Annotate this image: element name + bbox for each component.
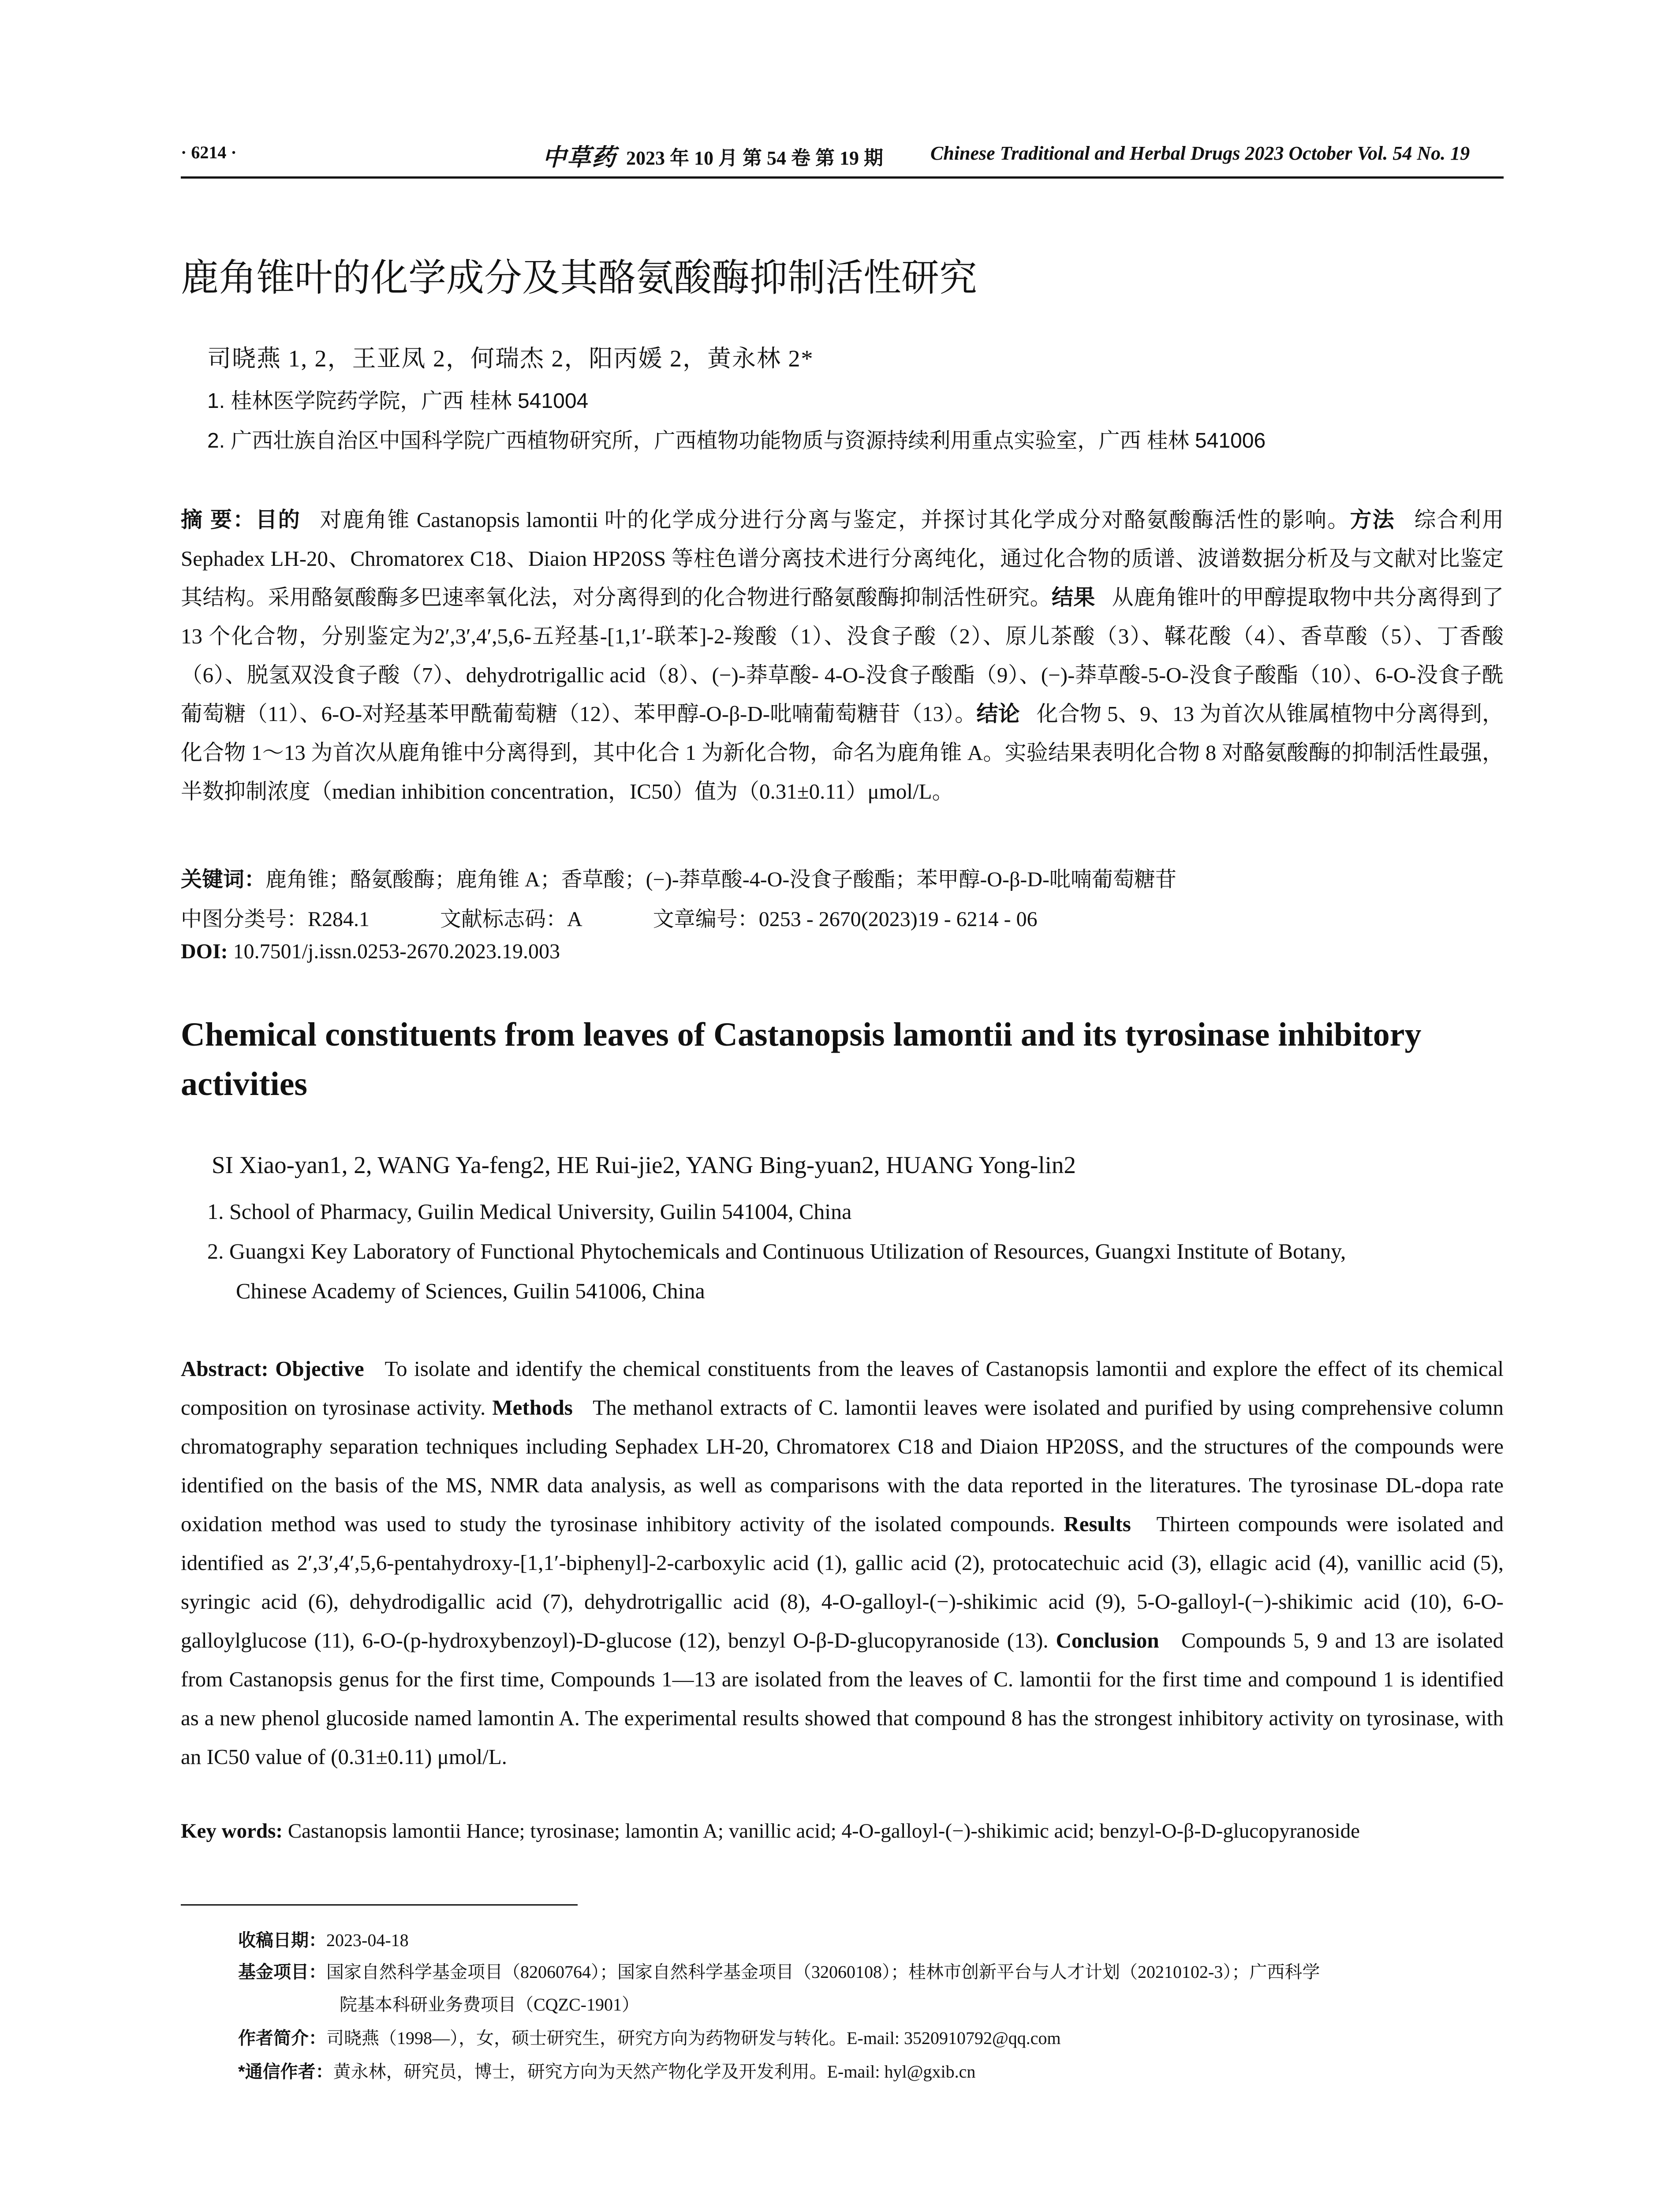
title-cn: 鹿角锥叶的化学成分及其酪氨酸酶抑制活性研究 [181,257,977,299]
clc-label: 中图分类号： [181,908,308,931]
methods-cn: 综合利用 Sephadex LH-20、Chromatorex C18、Diaion HP20SS 等柱色谱分离技术进行分离纯化，通过化合物的质谱、波谱数据分析及与文献对比鉴定其结构。采用酪氨酸酶多巴速率氧化法，对分离得到的化合物进行酪氨酸酶抑制活性研究。 [181,508,1504,609]
corresponding-author [238,2059,975,2085]
doi-line [181,939,560,964]
affiliation-en-2: 2. Guangxi Key Laboratory of Functional Phytochemicals and Continuous Utilization of Resources, Guangxi Institute of Botany, [207,1239,1346,1263]
received-date [238,1927,409,1954]
article-no-label: 文章编号： [653,908,759,931]
running-header [181,142,1504,177]
issue-info-en: Chinese Traditional and Herbal Drugs 2023 October Vol. 54 No. 19 [930,142,1470,164]
doccode-label: 文献标志码： [440,908,567,931]
affiliation-en-2b: Chinese Academy of Sciences, Guilin 541006, China [236,1278,705,1303]
abstract-en [181,1349,1504,1776]
author-bio [238,2025,1061,2052]
methods-en-label: Methods [492,1395,573,1420]
keywords-en: Castanopsis lamontii Hance; tyrosinase; lamontin A; vanillic acid; 4-O-galloyl-(−)-shikimic acid; benzyl-O-β-D-glucopyranoside [287,1820,1360,1842]
conclusion-cn: 化合物 5、9、13 为首次从锥属植物中分离得到，化合物 1～13 为首次从鹿角锥中分离得到，其中化合 1 为新化合物，命名为鹿角锥 A。实验结果表明化合物 8 对酪氨酸酶的抑制活性最强，半数抑制浓度（median inhibition concentration，IC50）值为（0.31±0.11）μmol/L。 [181,702,1504,804]
objective-cn-label: 目的 [255,508,301,532]
fund-text-2: 院基本科研业务费项目（CQZC-1901） [340,1995,639,2014]
affiliation-cn-2: 2. 广西壮族自治区中国科学院广西植物研究所，广西植物功能物质与资源持续利用重点实验室，广西 桂林 541006 [207,429,1266,452]
conclusion-en: Compounds 5, 9 and 13 are isolated from Castanopsis genus for the first time, Compounds 1—13 are isolated from the leaves of C. lamontii for the first time and compound 1 is identified as a new phenol glucoside named lamontin A. The experimental results showed that compound 8 has the strongest inhibitory activity on tyrosinase, with an IC50 value of (0.31±0.11) μmol/L. [181,1628,1504,1769]
doi-label: DOI: [181,940,228,963]
classification-line [181,902,1038,932]
conclusion-cn-label: 结论 [976,702,1020,726]
author-bio-text: 司晓燕（1998—），女，硕士研究生，研究方向为药物研发与转化。E-mail: 3520910792@qq.com [326,2028,1061,2048]
conclusion-en-label: Conclusion [1056,1628,1159,1652]
authors-en: SI Xiao-yan1, 2, WANG Ya-feng2, HE Rui-jie2, YANG Bing-yuan2, HUANG Yong-lin2 [212,1151,1076,1178]
objective-en-label: Objective [275,1357,364,1381]
keywords-cn-label: 关键词： [181,868,266,891]
affiliation-en-1: 1. School of Pharmacy, Guilin Medical University, Guilin 541004, China [207,1199,852,1224]
abstract-en-label: Abstract: [181,1357,269,1381]
keywords-en-label: Key words: [181,1820,283,1842]
corresponding-label: *通信作者： [238,2062,333,2082]
received-value: 2023-04-18 [326,1930,409,1950]
methods-cn-label: 方法 [1350,508,1395,532]
keywords-cn: 鹿角锥；酪氨酸酶；鹿角锥 A；香草酸；(−)-莽草酸-4-O-没食子酸酯；苯甲醇-O-β-D-吡喃葡萄糖苷 [265,868,1177,891]
header-divider [181,176,1504,179]
journal-logo: 中草药 [542,144,616,171]
keywords-en-line [181,1819,1360,1843]
author-bio-label: 作者简介： [238,2029,326,2048]
fund-label: 基金项目： [238,1962,326,1982]
results-en: Thirteen compounds were isolated and identified as 2′,3′,4′,5,6-pentahydroxy-[1,1′-biphenyl]-2-carboxylic acid (1), gallic acid (2), protocatechuic acid (3), ellagic acid (4), vanillic acid (5), syringic acid (6), dehydrodigallic acid (7), dehydrotrigallic acid (8), 4-O-galloyl-(−)-shikimic acid (9), 5-O-galloyl-(−)-shikimic acid (10), 6-O-galloylglucose (11), 6-O-(p-hydroxybenzoyl)-D-glucose (12), benzyl O-β-D-glucopyranoside (13). [181,1512,1504,1652]
results-cn-label: 结果 [1051,586,1095,609]
abstract-cn-label: 摘 要： [181,508,256,532]
corresponding-text: 黄永林，研究员，博士，研究方向为天然产物化学及开发利用。E-mail: hyl@gxib.cn [333,2062,976,2082]
abstract-cn [181,501,1504,811]
issue-info-cn: 2023 年 10 月 第 54 卷 第 19 期 [626,147,883,169]
footnote-divider [181,1904,578,1906]
keywords-cn-line [181,862,1176,893]
doccode-value: A [567,908,582,931]
page-number: · 6214 · [181,142,237,162]
article-no-value: 0253 - 2670(2023)19 - 6214 - 06 [758,908,1038,931]
clc-value: R284.1 [308,908,370,931]
methods-en: The methanol extracts of C. lamontii leaves were isolated and purified by using comprehensive column chromatography separation techniques including Sephadex LH-20, Chromatorex C18 and Diaion HP20SS, and the structures of the compounds were identified on the basis of the MS, NMR data analysis, as well as comparisons with the data reported in the literatures. The tyrosinase DL-dopa rate oxidation method was used to study the tyrosinase inhibitory activity of the isolated compounds. [181,1395,1504,1536]
objective-en: To isolate and identify the chemical constituents from the leaves of Castanopsis lamontii and explore the effect of its chemical composition on tyrosinase activity. [181,1357,1504,1420]
authors-cn: 司晓燕 1, 2，王亚凤 2，何瑞杰 2，阳丙媛 2，黄永林 2* [207,345,814,372]
results-cn: 从鹿角锥叶的甲醇提取物中共分离得到了 13 个化合物，分别鉴定为2′,3′,4′,5,6-五羟基-[1,1′-联苯]-2-羧酸（1）、没食子酸（2）、原儿茶酸（3）、鞣花酸（4）、香草酸（5）、丁香酸（6）、脱氢双没食子酸（7）、dehydrotrigallic acid（8）、(−)-莽草酸- 4-O-没食子酸酯（9）、(−)-莽草酸-5-O-没食子酸酯（10）、6-O-没食子酰葡萄糖（11）、6-O-对羟基苯甲酰葡萄糖（12）、苯甲醇-O-β-D-吡喃葡萄糖苷（13）。 [181,585,1504,726]
received-label: 收稿日期： [238,1931,326,1950]
title-en: Chemical constituents from leaves of Castanopsis lamontii and its tyrosinase inhibitory activities [181,1016,1422,1102]
fund-text-1: 国家自然科学基金项目（82060764）；国家自然科学基金项目（32060108）；桂林市创新平台与人才计划（20210102-3）；广西科学 [326,1962,1320,1982]
results-en-label: Results [1064,1512,1131,1536]
doi-link[interactable]: 10.7501/j.issn.0253-2670.2023.19.003 [233,940,560,963]
fund-line-1 [238,1959,1320,1985]
affiliation-cn-1: 1. 桂林医学院药学院，广西 桂林 541004 [207,389,589,413]
objective-cn: 对鹿角锥 Castanopsis lamontii 叶的化学成分进行分离与鉴定，并探讨其化学成分对酪氨酸酶活性的影响。 [320,508,1350,532]
